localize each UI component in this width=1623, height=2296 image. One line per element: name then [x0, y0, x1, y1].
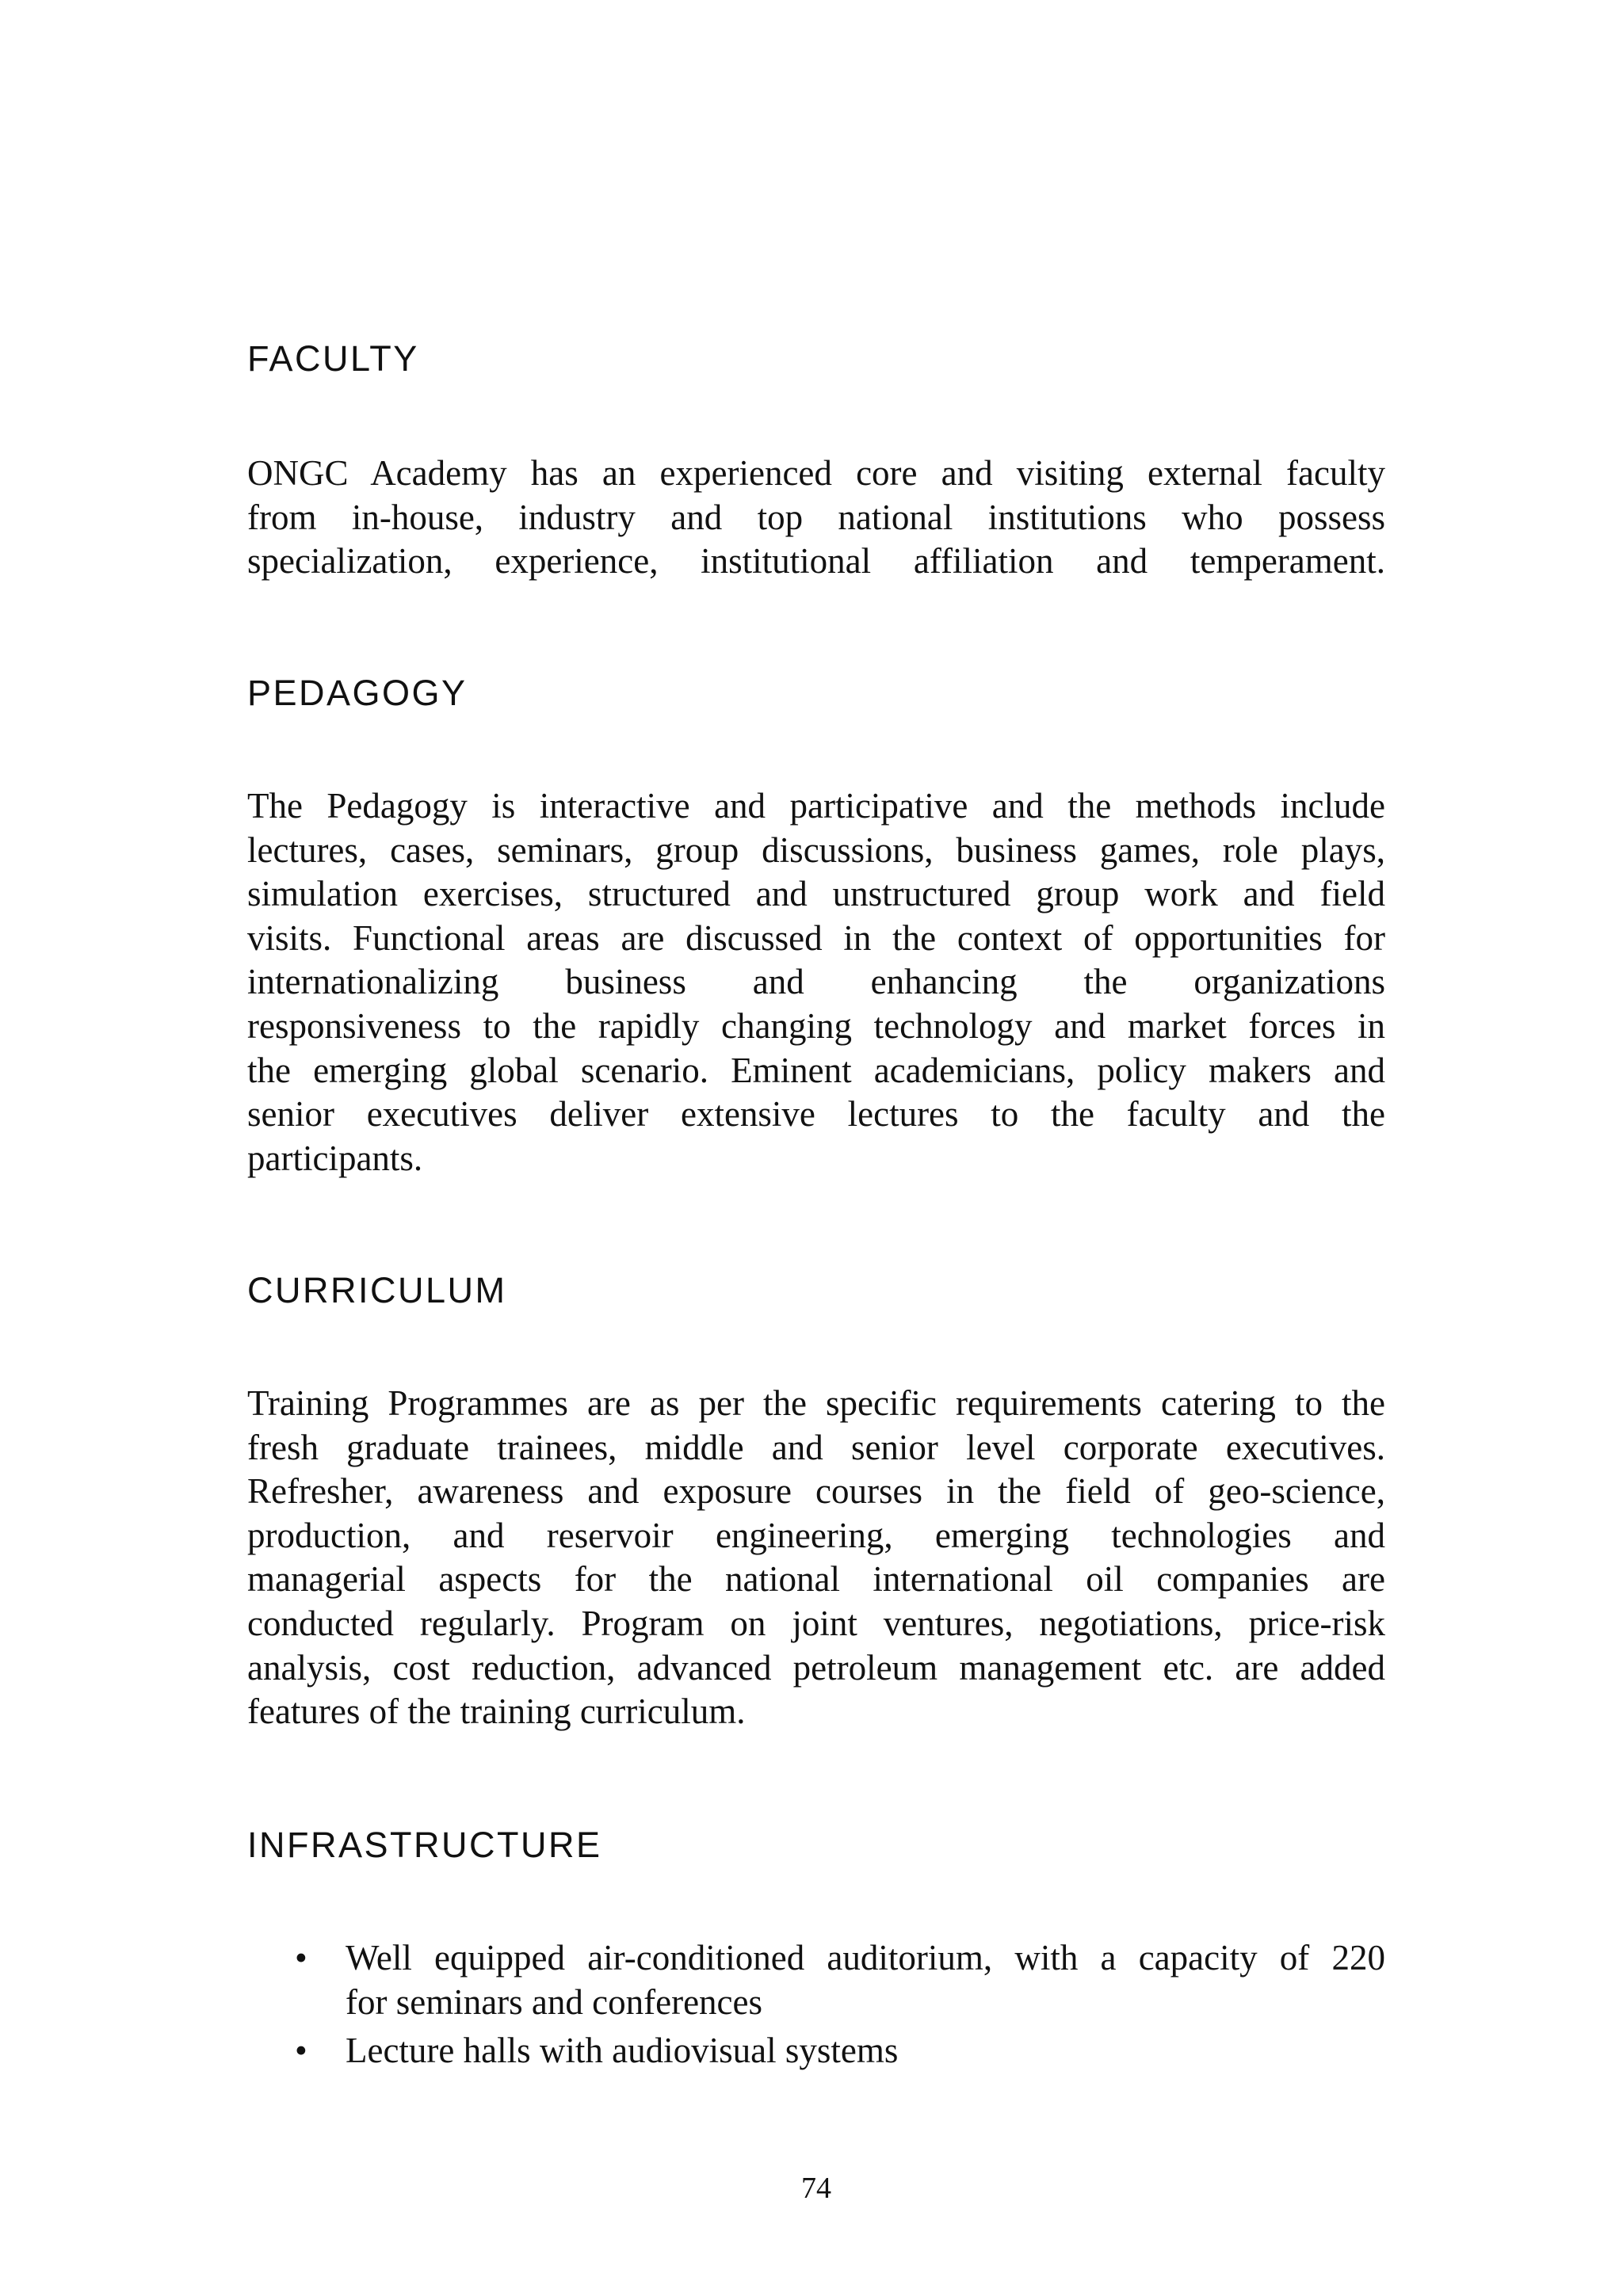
faculty-paragraph: [247, 452, 1385, 584]
bullet-icon: •: [295, 2031, 307, 2071]
paragraph-line: conducted regularly. Program on joint ventures, negotiations, price-risk: [247, 1603, 1385, 1643]
paragraph-line: specialization, experience, institutional affiliation and temperament.: [247, 541, 1385, 582]
document-page: [247, 0, 1385, 2296]
list-item-line: Well equipped air-conditioned auditorium, with a capacity of 220: [346, 1938, 1385, 1978]
paragraph-line: participants.: [247, 1138, 423, 1178]
list-item: [295, 2029, 1385, 2073]
paragraph-line: Refresher, awareness and exposure courses in the field of geo-science,: [247, 1471, 1385, 1512]
list-item-line: for seminars and conferences: [346, 1981, 763, 2022]
paragraph-line: responsiveness to the rapidly changing technology and market forces in: [247, 1005, 1385, 1046]
bullet-icon: •: [295, 1938, 307, 1978]
paragraph-line: features of the training curriculum.: [247, 1691, 746, 1732]
paragraph-line: visits. Functional areas are discussed in the context of opportunities for: [247, 917, 1385, 958]
paragraph-line: from in-house, industry and top national institutions who possess: [247, 497, 1385, 537]
infrastructure-heading: INFRASTRUCTURE: [247, 1825, 602, 1865]
paragraph-line: analysis, cost reduction, advanced petroleum management etc. are added: [247, 1647, 1385, 1688]
paragraph-line: lectures, cases, seminars, group discussions, business games, role plays,: [247, 830, 1385, 870]
paragraph-line: ONGC Academy has an experienced core and visiting external faculty: [247, 453, 1385, 493]
paragraph-line: the emerging global scenario. Eminent academicians, policy makers and: [247, 1050, 1385, 1090]
curriculum-paragraph: [247, 1382, 1385, 1734]
faculty-heading: FACULTY: [247, 338, 419, 379]
paragraph-line: Training Programmes are as per the specific requirements catering to the: [247, 1383, 1385, 1423]
paragraph-line: The Pedagogy is interactive and participative and the methods include: [247, 786, 1385, 826]
infrastructure-list: [295, 1936, 1385, 2078]
pedagogy-paragraph: [247, 784, 1385, 1180]
list-item: [295, 1936, 1385, 2024]
curriculum-heading: CURRICULUM: [247, 1270, 507, 1310]
page-number: 74: [801, 2172, 831, 2205]
paragraph-line: simulation exercises, structured and unstructured group work and field: [247, 874, 1385, 914]
paragraph-line: internationalizing business and enhancing the organizations: [247, 962, 1385, 1002]
paragraph-line: senior executives deliver extensive lectures to the faculty and the: [247, 1094, 1385, 1135]
pedagogy-heading: PEDAGOGY: [247, 673, 468, 713]
paragraph-line: production, and reservoir engineering, emerging technologies and: [247, 1515, 1385, 1555]
paragraph-line: fresh graduate trainees, middle and senior level corporate executives.: [247, 1427, 1385, 1467]
paragraph-line: managerial aspects for the national international oil companies are: [247, 1559, 1385, 1600]
list-item-line: Lecture halls with audiovisual systems: [346, 2031, 899, 2071]
